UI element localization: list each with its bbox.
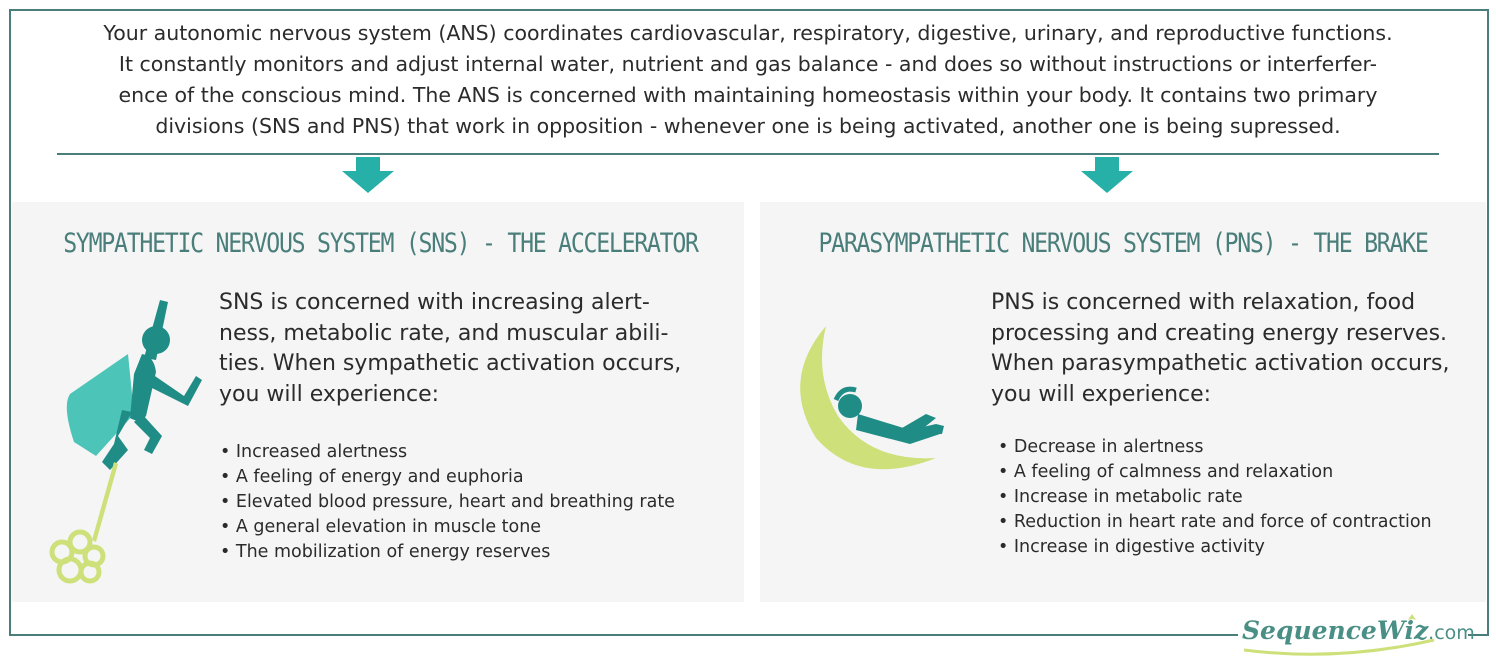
logo-domain: .com (1428, 622, 1475, 644)
flying-hero-icon (34, 294, 204, 594)
logo-name: SequenceWiz (1242, 616, 1429, 645)
sns-desc-line: you will experience: (219, 381, 440, 407)
list-item: • A feeling of calmness and relaxation (998, 460, 1432, 485)
intro-line: It constantly monitors and adjust internal water, nutrient and gas balance - and does so without instructions or interferfer- (118, 52, 1378, 76)
sequencewiz-logo (1238, 610, 1475, 660)
pns-effects-list (998, 435, 1432, 560)
intro-line: divisions (SNS and PNS) that work in opposition - whenever one is being activated, another one is being supressed. (155, 114, 1341, 138)
intro-line: Your autonomic nervous system (ANS) coordinates cardiovascular, respiratory, digestive, urinary, and reproductive functions. (103, 21, 1393, 45)
pns-panel (760, 202, 1486, 602)
list-item: • The mobilization of energy reserves (220, 540, 675, 565)
pns-title: PARASYMPATHETIC NERVOUS SYSTEM (PNS) - THE BRAKE (818, 228, 1428, 259)
list-item: • Increase in digestive activity (998, 535, 1432, 560)
pns-description (991, 288, 1449, 410)
list-item: • A feeling of energy and euphoria (220, 465, 675, 490)
relaxing-on-moon-icon (786, 320, 976, 480)
list-item: • Reduction in heart rate and force of contraction (998, 510, 1432, 535)
pns-desc-line: PNS is concerned with relaxation, food (991, 290, 1416, 315)
pns-desc-line: you will experience: (991, 381, 1212, 407)
intro-paragraph (14, 18, 1482, 142)
divider-line (57, 153, 1439, 155)
sns-effects-list (220, 440, 675, 565)
sns-desc-line: SNS is concerned with increasing alert- (219, 290, 650, 315)
pns-desc-line: processing and creating energy reserves. (991, 320, 1448, 346)
sns-desc-line: ness, metabolic rate, and muscular abili- (219, 320, 669, 346)
sns-description (219, 288, 681, 410)
sns-desc-line: ties. When sympathetic activation occurs, (219, 351, 682, 376)
list-item: • Decrease in alertness (998, 435, 1432, 460)
list-item: • Elevated blood pressure, heart and breathing rate (220, 490, 675, 515)
sns-panel (12, 202, 744, 602)
intro-line: ence of the conscious mind. The ANS is concerned with maintaining homeostasis within your body. It contains two primary (118, 83, 1378, 107)
list-item: • Increased alertness (220, 440, 675, 465)
logo-text (1242, 616, 1475, 645)
list-item: • A general elevation in muscle tone (220, 515, 675, 540)
sns-title: SYMPATHETIC NERVOUS SYSTEM (SNS) - THE ACCELERATOR (63, 228, 698, 259)
pns-desc-line: When parasympathetic activation occurs, (991, 351, 1450, 376)
list-item: • Increase in metabolic rate (998, 485, 1432, 510)
